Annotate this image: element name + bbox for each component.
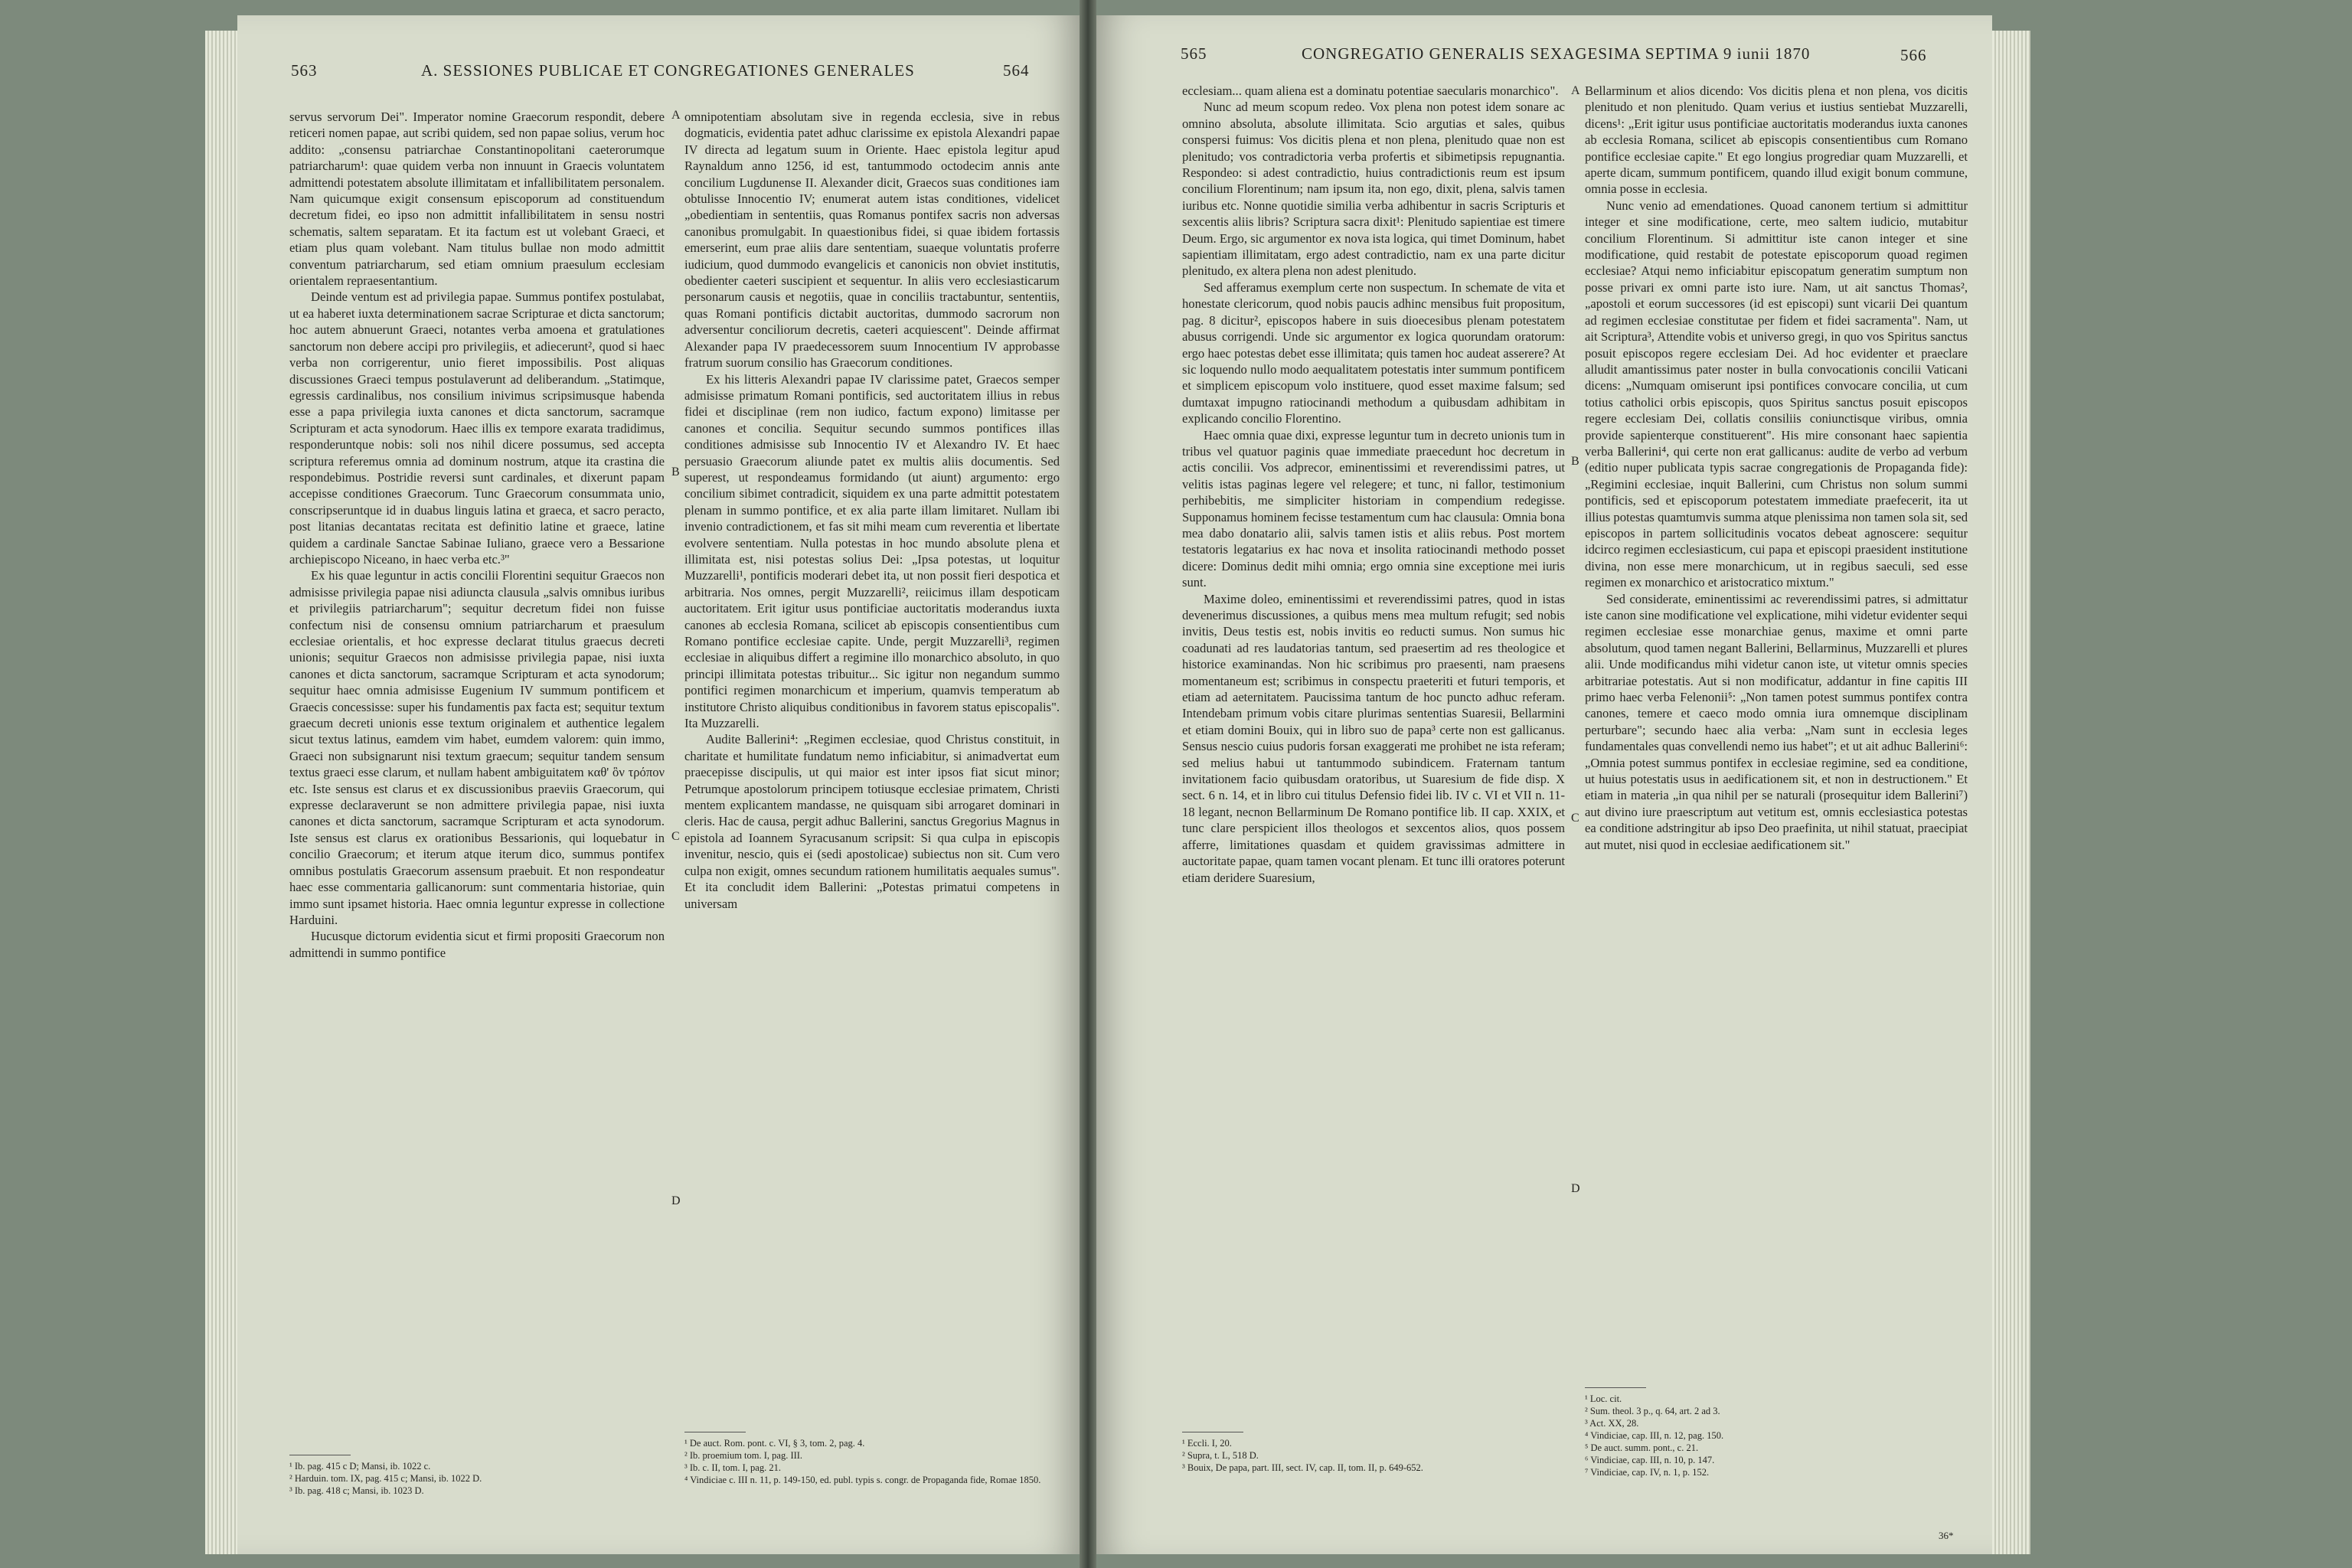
paragraph: Sed afferamus exemplum certe non suspectum. In schemate de vita et honestate clericorum, quod nobis paucis adhinc mensibus fuit propositum, pag. 8 dicitur², episcopos habere in suis dioecesibus plenam potestatem abusus corrigendi. Unde sic argumentor ex logica quorundam oratorum: ergo haec potestas debet esse illimitata; quis tamen hoc audeat asserere? At sic loquendo nullo modo aequalitatem potestatis inter summum pontificem et simplicem episcopum volo instituere, quod esset maxime falsum; sed dumtaxat impugno ratiocinandi methodum a quibusdam adhibitam in explicando concilio Florentino. [1182, 279, 1565, 426]
paragraph: Ex his litteris Alexandri papae IV clarissime patet, Graecos semper admisisse primatum Romani pontificis, sed auctoritatem illius in rebus fidei et disciplinae (rem non iudico, factum expono) limitasse per canones et concilia. Sequitur secundo summos pontifices illas conditiones admisisse sub Innocentio IV et Alexandro IV. Et haec persuasio Graecorum aliunde patet ex multis aliis documentis. Sed superest, ut respondeamus formidando (ut aiunt) argumento: ergo concilium sibimet contradicit, siquidem ex una parte admittit potestatem plenam in summo pontifice, et ex alia parte illam limitaret. Nullam ibi invenio contradictionem, et fas sit mihi meam cum reverentia et libertate evolvere sententiam. Nulla potestas in hoc mundo absolute plena et illimitata est, nisi potestas solius Dei: „Ipsa potestas, ut loquitur Muzzarelli¹, pontificis moderari debet ita, ut non possit fieri despotica et arbitraria. Nos omnes, pergit Muzzarelli², reiicimus illam despoticam auctoritatem. Erit igitur usus pontificiae auctoritatis moderandus iuxta canones ab ecclesia Romana, scilicet ab episcopis consentientibus cum Romano pontifice ecclesiae capite. Unde, pergit Muzzarelli³, regimen ecclesiae in aliquibus differt a regimine illo monarchico absoluto, in quo principi illimitata potestas tribuitur... Sic igitur non negandum summo pontifici regimen monarchicum et imperium, quamvis temperatum ab institutore Christo aliquibus conditionibus in favorem status episcopalis". Ita Muzzarelli. [684, 371, 1060, 731]
footnote: ⁷ Vindiciae, cap. IV, n. 1, p. 152. [1585, 1467, 1710, 1478]
footnote: ¹ Ib. pag. 415 c D; Mansi, ib. 1022 c. [289, 1461, 431, 1472]
margin-letter-b: B [671, 466, 680, 479]
footnote: ¹ Eccli. I, 20. [1182, 1438, 1232, 1449]
left-column-2-footnotes [684, 1432, 1060, 1486]
footnote: ³ Bouix, De papa, part. III, sect. IV, cap. II, tom. II, p. 649-652. [1182, 1462, 1423, 1473]
page-number-565: 565 [1181, 44, 1207, 63]
running-head-title: CONGREGATIO GENERALIS SEXAGESIMA SEPTIMA 9 iunii 1870 [1302, 44, 1811, 63]
footnote: ² Supra, t. L, 518 D. [1182, 1450, 1259, 1461]
footnote: ² Ib. proemium tom. I, pag. III. [684, 1450, 803, 1461]
paragraph: ecclesiam... quam aliena est a dominatu potentiae saecularis monarchico". [1182, 83, 1559, 98]
right-column-2 [1585, 83, 1968, 1377]
footnote: ³ Ib. pag. 418 c; Mansi, ib. 1023 D. [289, 1485, 424, 1496]
paragraph: Maxime doleo, eminentissimi et reverendissimi patres, quod in istas devenerimus discussiones, a quibus mens mea multum refugit; sed nobis invitis, Deus testis est, nobis invitis eo reducti sumus. Non sumus hic coadunati ad res laudatorias tantum, sed praesertim ad res theologice et historice examinandas. Non hic scribimus pro praesenti, nam praesens momentaneum est; scribimus in conspectu praeteriti et futuri temporis, et etiam ad aeternitatem. Paucissima tantum de hoc puncto adhuc referam. Intendebam primum vobis citare plurimas sententias Suaresii, Bellarmini et etiam domini Bouix, qui in libro suo de papa³ certe non est gallicanus. Sensus nescio cuius pudoris forsan exaggerati me prohibet ne ista referam; sed melius habui ut tantummodo subindicem. Fraternam tantum invitationem facio quibusdam oratoribus, ut Suaresium de fide disp. X sect. 6 n. 14, et in libro cui titulus Defensio fidei lib. IV c. VI et VII n. 11-18 legant, necnon Bellarminum De Romano pontifice lib. II cap. XXIX, et tunc clare perspicient illos theologos et sexcentos alios, quos possem afferre, limitationes quasdam et quidem gravissimas admittere in auctoritate papae, quam tamen vocant plenam. Et tunc illi oratores poterunt etiam deridere Suaresium, [1182, 591, 1565, 885]
paragraph: Audite Ballerini⁴: „Regimen ecclesiae, quod Christus constituit, in charitate et humilitate fundatum nemo inficiabitur, si animadvertat eum praecepisse discipulis, ut qui maior est inter ipsos fiat sicut minor; Petrumque apostolorum principem totiusque ecclesiae primatem, Christi mentem explicantem mandasse, ne quisquam sibi arrogaret dominari in cleris. Hac de causa, pergit adhuc Ballerini, sanctus Gregorius Magnus in epistola ad Ioannem Syracusanum scripsit: Si qua culpa in episcopis invenitur, nescio, quis ei (sedi apostolicae) subiectus non sit. Cum vero culpa non exigit, omnes secundum rationem humilitatis aequales sumus". Et ita concludit idem Ballerini: „Potestas primatui competens in universam [684, 732, 1060, 911]
footnote: ⁵ De auct. summ. pont., c. 21. [1585, 1442, 1699, 1453]
right-column-2-footnotes [1585, 1387, 1968, 1478]
paragraph: Hucusque dictorum evidentia sicut et firmi propositi Graecorum non admittendi in summo pontifice [289, 929, 665, 960]
paragraph: Deinde ventum est ad privilegia papae. Summus pontifex postulabat, ut ea haberet iuxta determinationem sacrae Scripturae et dicta sanctorum; hoc autem abnuerunt Graeci, notantes verba amoena et gratulationes sanctorum non debere accipi pro privilegiis, et adiecerunt², quod si haec verba non corrigerentur, unio fieret impossibilis. Post aliquas discussiones Graeci tempus postulaverunt ad deliberandum. „Statimque, egressis cardinalibus, nos consilium inivimus scripsimusque habenda esse a papa privilegia iuxta canones et dicta sanctorum, sacramque Scripturam et acta synodorum. Haec illis ex tempore exarata tradidimus, responderuntque nobis: soli nos nihil dicere possumus, sed accepta scriptura referemus omnia ad dominum nostrum, atque ita crastina die respondebimus. Postridie reversi sunt cardinales, et dixerunt papam accepisse conditiones Graecorum. Tunc Graecorum consummata unio, conscripseruntque id in duabus linguis latina et graeca, et sacro peracto, post litanias decantatas recitata est definitio latine et graece, latine quidem a cardinale Sanctae Sabinae Iuliano, graece vero a Bessarione archiepiscopo Niceano, in haec verba etc.³" [289, 289, 665, 567]
margin-letter-a: A [1571, 84, 1580, 97]
footnote-rule [1585, 1387, 1646, 1388]
paragraph: Nunc ad meum scopum redeo. Vox plena non potest idem sonare ac omnino absoluta, absolute illimitata. Scio argutias et sales, quibus conspersi fuimus: Vos dicitis plena et non plena, plenitudo quae non est plenitudo; vos contradictoria verba profertis et sibimetipsis repugnantia. Respondeo: si adest contradictio, huius contradictionis reum est ipsum concilium Florentinum; nam ipsum ita, non ego, dixit, plena, salvis tamen iuribus etc. Nonne quotidie similia verba adhibentur in sacris Scripturis et sexcentis aliis libris? Scriptura sacra dixit¹: Plenitudo sapientiae est timere Deum. Ergo, sic argumentor ex nova ista logica, qui timet Dominum, habet sapientiam illimitatam, ergo adest contradictio, nam ex una parte dicitur plenitudo, ex altera plena non adest plenitudo. [1182, 100, 1565, 279]
footnote: ³ Act. XX, 28. [1585, 1418, 1639, 1429]
footnote: ¹ Loc. cit. [1585, 1393, 1622, 1404]
left-column-1 [289, 109, 665, 1441]
footnote: ⁴ Vindiciae, cap. III, n. 12, pag. 150. [1585, 1430, 1724, 1441]
left-page-edge [205, 31, 237, 1554]
margin-letter-d: D [671, 1194, 681, 1207]
paragraph: Haec omnia quae dixi, expresse leguntur tum in decreto unionis tum in tribus vel quatuor paginis quae immediate praecedunt hoc decretum in actis concilii. Vos adprecor, eminentissimi et reverendissimi patres, ut velitis istas paginas legere vel relegere; et tunc, ni fallor, testimonium perhibebitis, me simpliciter historiam in compendium redegisse. Supponamus hominem fecisse testamentum cum hac clausula: Omnia bona mea dabo donatario alii, salvis tamen istis et aliis rebus. Post mortem testatoris legatarius ex hac nova et insolita ratiocinandi methodo posset dicere: Dominus dedit mihi omnia; ergo omnia sine exceptione mei iuris sunt. [1182, 427, 1565, 590]
footnote: ² Sum. theol. 3 p., q. 64, art. 2 ad 3. [1585, 1406, 1720, 1416]
paragraph: Ex his quae leguntur in actis concilii Florentini sequitur Graecos non admisisse privilegia papae nisi adiuncta clausula „salvis omnibus iuribus et privilegiis patriarcharum"; sequitur decretum fidei non fuisse confectum nisi de consensu omnium patriarcharum et praesulum ecclesiae orientalis, et hoc expresse declarat titulus graecus decreti unionis; sequitur Graecos non admisisse privilegia papae, nisi iuxta canones et dicta sanctorum, sacramque Scripturam et acta synodorum; sequitur haec omnia admisisse Eugenium IV summum pontificem et Graecis concessisse: super his fundamentis pax facta est; sequitur textum graecum decreti unionis esse textum originalem et authentice legalem sicut textus latinus, eamdem vim habet, eumdem valorem: quin immo, Graeci non subsignarunt nisi textum graecum; sequitur tandem sensum textus graeci esse clarum, et nullam habent ambiguitatem καθ' ὃν τρόπον etc. Iste sensus est clarus et ex discussionibus praeviis Graecorum, qui expresse declaraverunt se non admittere privilegia papae, nisi iuxta canones et dicta sanctorum, sacramque Scripturam et acta synodorum. Iste sensus est clarus ex orationibus Bessarionis, qui loquebatur in concilio Graecorum; et iterum atque iterum dico, summus pontifex omnibus postulatis Graecorum assensum praebuit. Et non respondeatur haec esse commentaria gallicanorum: sunt commentaria historiae, quin immo sunt ipsamet historia. Haec omnia leguntur expresse in collectione Harduini. [289, 568, 665, 927]
right-column-1 [1182, 83, 1565, 1424]
left-column-2 [684, 109, 1060, 1426]
page-number-566: 566 [1900, 46, 1927, 64]
left-page [237, 15, 1080, 1554]
footnote: ⁴ Vindiciae c. III n. 11, p. 149-150, ed. publ. typis s. congr. de Propaganda fide, Romae 1850. [684, 1475, 1041, 1485]
paragraph: omnipotentiam absolutam sive in regenda ecclesia, sive in rebus dogmaticis, evidentia patet adhuc clarissime ex epistola Alexandri papae IV directa ad legatum suum in Oriente. Haec epistola legitur apud Raynaldum anno 1256, id est, tantummodo octodecim annis ante concilium Lugdunense II. Alexander dicit, Graecos suas conditiones iam obtulisse Innocentio IV; enumerat autem istas conditiones, videlicet „obedientiam in sententiis, quas Romanus pontifex sacris non adversas canonibus promulgabit. In quaestionibus fidei, si quae ibidem fortassis emerserint, eum prae aliis dare sententiam, suaeque voluntatis proferre iudicium, quod dummodo evangelicis et canonicis non obviet institutis, obedienter caeteri suscipient et sequentur. In aliis vero ecclesiasticarum personarum causis et negotiis, quae in conciliis tractabuntur, sententiis, quas Romani pontificis dictabit auctoritas, dummodo sacrorum non adversentur conciliorum decretis, caeteri acquiescent". Deinde affirmat Alexander papa IV praedecessorem suum Innocentium IV approbasse fratrum suorum consilio has Graecorum conditiones. [684, 109, 1060, 371]
right-page [1096, 15, 1992, 1554]
paragraph: Bellarminum et alios dicendo: Vos dicitis plena et non plena, vos dicitis plenitudo et non plenitudo. Quam verius et iustius sentiebat Muzzarelli, dicens¹: „Erit igitur usus pontificiae auctoritatis moderandus iuxta canones ab ecclesia Romana, scilicet ab episcopis consentientibus cum Romano pontifice ecclesiae capite." Et ego longius progrediar quam Muzzarelli, et aperte dicam, summum pontificem, quando illud exigit bonum commune, omnia posse in ecclesia. [1585, 83, 1968, 197]
margin-letter-b: B [1571, 455, 1579, 468]
footnote: ⁶ Vindiciae, cap. III, n. 10, p. 147. [1585, 1455, 1715, 1465]
paragraph: Sed considerate, eminentissimi ac reverendissimi patres, si admittatur iste canon sine modificatione vel explicatione, mihi videtur evidenter sequi regimen ecclesiae esse monarchiae genus, maxime et omni parte absolutum, quod tamen negant Ballerini, Bellarminus, Muzzarelli et plures alii. Unde modificandus mihi videtur canon iste, ut vitetur omnis species arbitrariae potestatis. Aut si non modificatur, addantur in fine capitis III primo haec verba Felenonii⁵: „Non tamen potest summus pontifex contra canones, temere et caeco modo omnia iura omnemque disciplinam perturbare"; secundo haec alia verba: „Nam sunt in ecclesia leges fundamentales quas convellendi nemo ius habet"; et ut ait adhuc Ballerini⁶: „Omnia potest summus pontifex in ecclesiae regimine, sed ea conditione, ut huius potestatis usus in aedificationem sit, et non in destructionem." Et etiam in materia „in qua nihil per se naturali (prosequitur idem Ballerini⁷) aut divino iure praescriptum aut vetitum est, omnis ecclesiastica potestas ea conditione adstringitur ab ipso Deo praefinita, ut nihil statuat, praecipiat aut mutet, nisi quod in ecclesiae aedificationem sit." [1585, 591, 1968, 852]
footnote: ¹ De auct. Rom. pont. c. VI, § 3, tom. 2, pag. 4. [684, 1438, 865, 1449]
margin-letter-c: C [671, 830, 680, 843]
margin-letter-c: C [1571, 812, 1579, 825]
footnote: ³ Ib. c. II, tom. I, pag. 21. [684, 1462, 781, 1473]
left-column-1-footnotes [289, 1455, 665, 1497]
paragraph: Nunc venio ad emendationes. Quoad canonem tertium si admittitur integer et sine modificatione, certe, meo saltem iudicio, mutabitur concilium Florentinum. Si admittitur iste canon integer et sine modificatione, quid restabit de potestate episcoporum quoad regimen ecclesiae? Atqui nemo inficiabitur episcopatum generatim sumptum non posse privari ex omni parte isto iure. Nam, ut ait sanctus Thomas², „apostoli et eorum successores (id est episcopi) sunt vicarii Dei quantum ad regimen ecclesiae constitutae per fidem et fidei sacramenta". Nam, ut ait Scriptura³, Attendite vobis et universo gregi, in quo vos Spiritus sanctus posuit episcopos regere ecclesiam Dei. Ad hoc evidenter et praeclare alludit amantissimus pater noster in bulla convocationis concilii Vaticani dicens: „Numquam omiserunt ipsi pontifices convocare concilia, ut cum totius catholici orbis episcopis, quos Spiritus sanctus posuit episcopos regere ecclesiam Dei, collatis consiliis coniunctisque viribus, omnia provide sapienterque constituerent". His mire consonant haec sapientia verba Ballerini⁴, qui certe non erat gallicanus: audite de verbo ad verbum (editio nuper publicata typis sacrae congregationis de Propaganda fide): „Regimini ecclesiae, inquit Ballerini, cum Christus non solum summi pontificis, sed et episcoporum potestatem immediate praefecerit, ita ut illius potestas quamtumvis summa atque plenissima non tamen sola sit, sed episcopos in partem sollicitudinis vocatos debeat agnoscere: sequitur idcirco regimen ecclesiasticum, cui papa et episcopi praesident institutione divina, non esse mere monarchicum, ut in regibus saeculi, sed esse regimen ex monarchico et aristocratico mixtum." [1585, 198, 1968, 590]
paragraph: servus servorum Dei". Imperator nomine Graecorum respondit, debere reticeri nomen papae, aut scribi quidem, sed non papae solius, verum hoc addito: „consensu patriarchae Constantinopolitani caeterorumque patriarcharum¹: quae quidem verba non innuunt in Graecis voluntatem admittendi potestatem absolute illimitatam et infallibilitatem personalem. Nam quicumque exigit consensum episcoporum ad constituendum decretum fidei, eo ipso non admittit infallibilitatem in sensu nostri schematis, saltem separatam. Et ita factum est ut volebant Graeci, et etiam plus quam volebant. Nam titulus bullae non modo admittit conventum patriarcharum, sed etiam omnium praesulum ecclesiam orientalem repraesentantium. [289, 109, 665, 289]
signature-mark: 36* [1939, 1530, 1954, 1541]
margin-letter-a: A [671, 109, 681, 122]
right-column-1-footnotes [1182, 1432, 1565, 1474]
page-number-563: 563 [291, 61, 318, 80]
footnote: ² Harduin. tom. IX, pag. 415 c; Mansi, ib. 1022 D. [289, 1473, 482, 1484]
right-page-edge [1992, 31, 2030, 1554]
running-head-title: A. SESSIONES PUBLICAE ET CONGREGATIONES GENERALES [421, 61, 915, 80]
margin-letter-d: D [1571, 1182, 1580, 1195]
page-number-564: 564 [1003, 61, 1030, 80]
book-gutter [1080, 0, 1096, 1568]
